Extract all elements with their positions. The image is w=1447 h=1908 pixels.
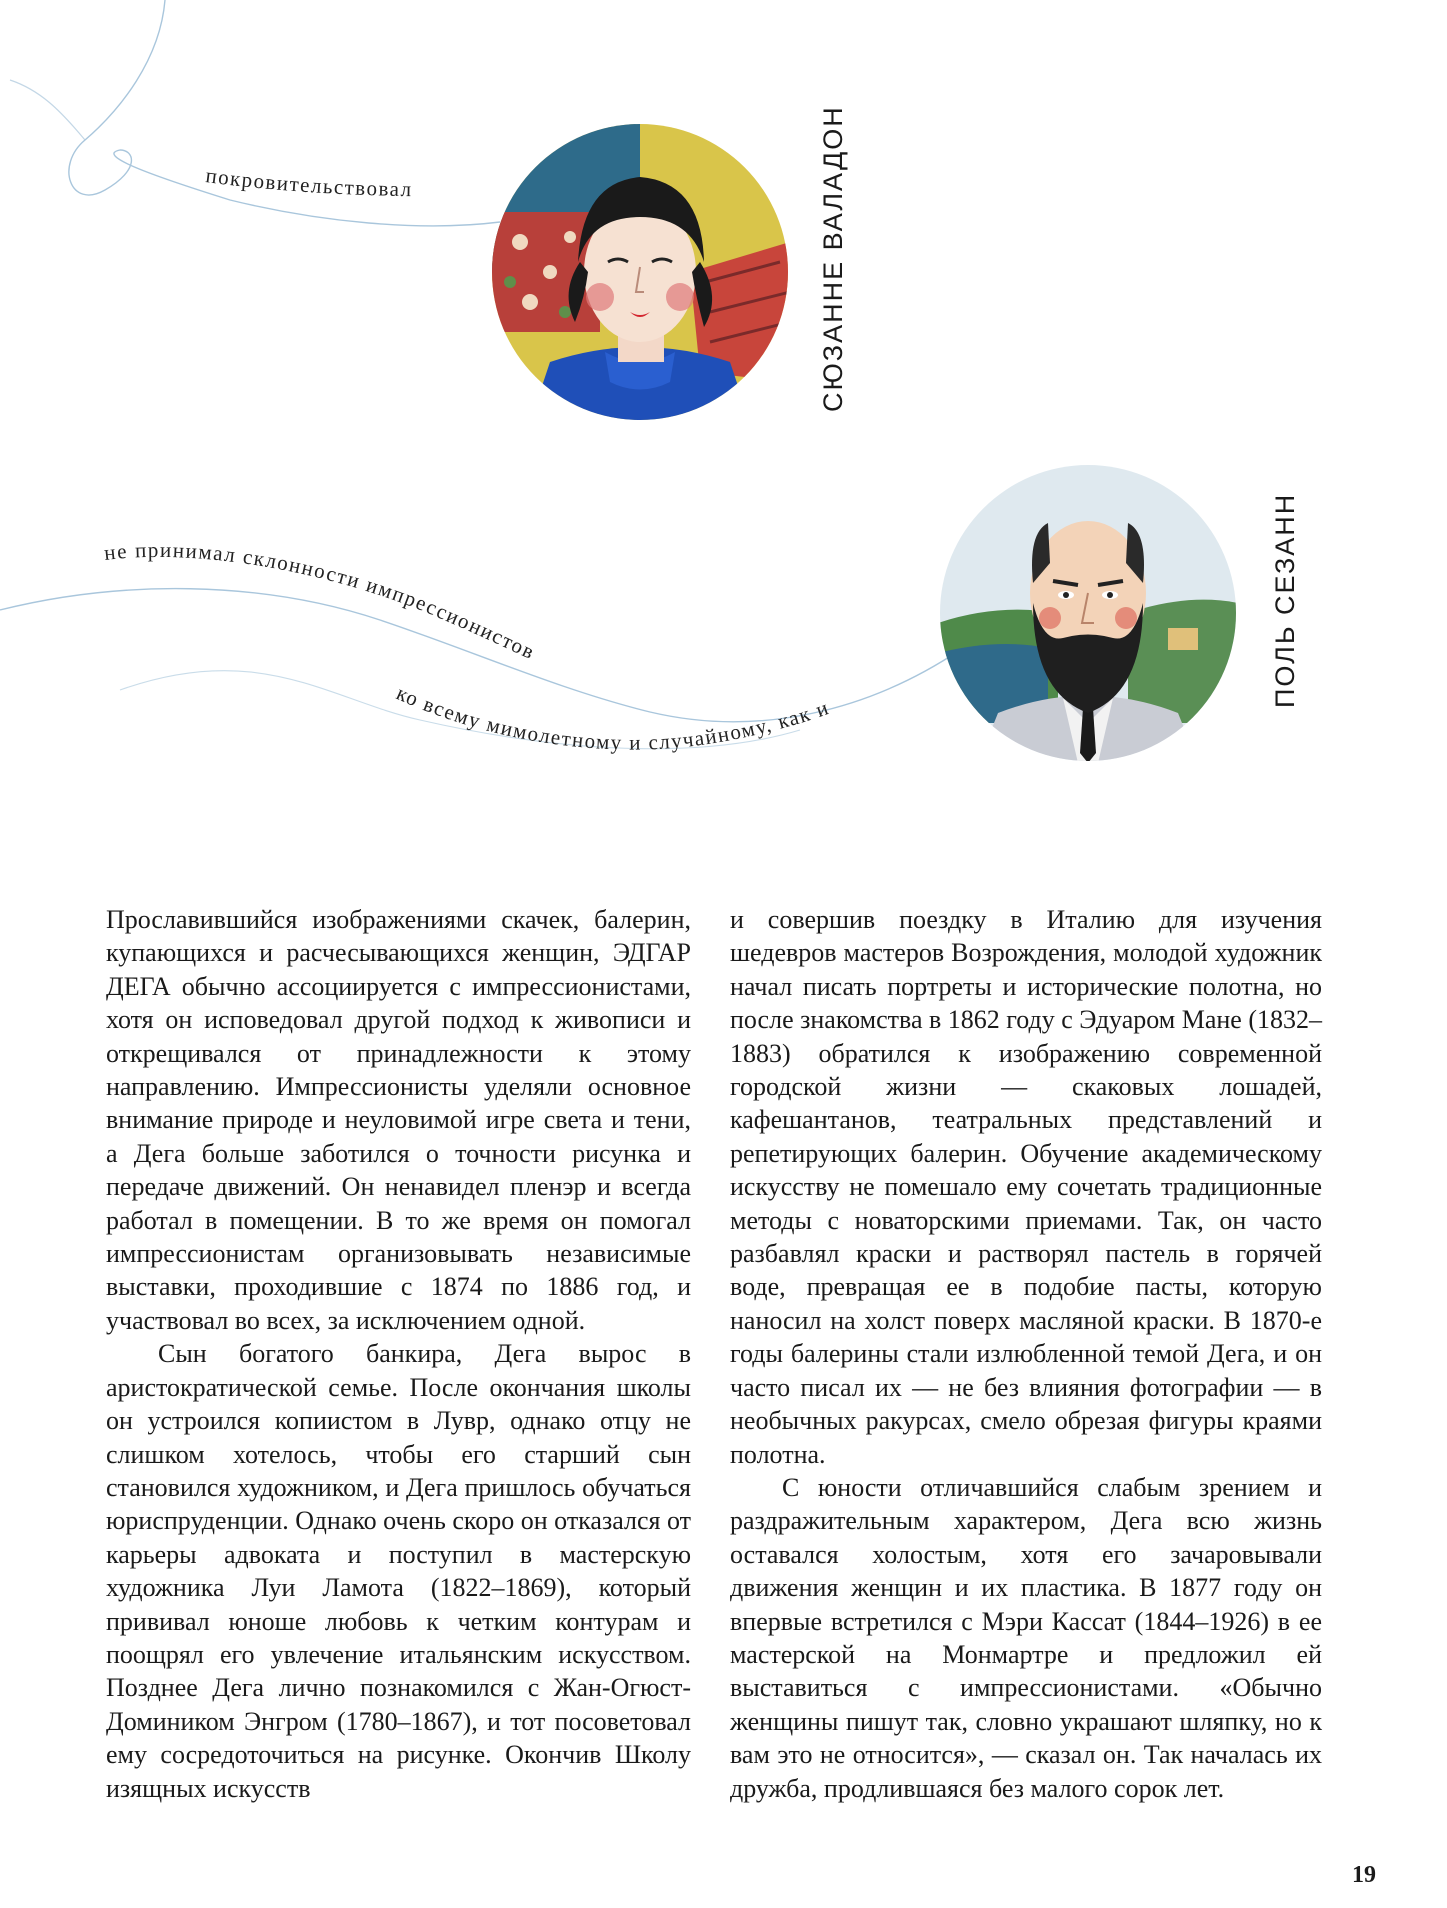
paragraph-3: С юности отличавшийся слабым зрением и раздражительным характером, Дега всю жизнь оставался холостым, хотя его зачаровывали движения женщин и их пластика. В 1877 году он впервые встретился с Мэри Кассат (1844–1926) в ее мастерской на Монмартре и предложил ей выставиться с импрессионистами. «Обычно женщины пишут так, словно украшают шляпку, но к вам это не относится», — сказал он. Так началась их дружба, продлившаяся без малого сорок лет. <box>730 1472 1322 1803</box>
article-left-column <box>106 903 691 1805</box>
paragraph-2-continued: и совершив поездку в Италию для изучения шедевров мастеров Возрождения, молодой художник начал писать портреты и исторические полотна, но после знакомства в 1862 году с Эдуаром Мане (1832–1883) обратился к изображению современной городской жизни — скаковых лошадей, кафешантанов, театральных представлений и репетирующих балерин. Обучение академическому искусству не помешало ему сочетать традиционные методы с новаторскими приемами. Так, он часто разбавлял краски и растворял пастель в горячей воде, превращая ее в подобие пасты, которую наносил на холст поверх масляной краски. В 1870-е годы балерины стали излюбленной темой Дега, и он часто писал их — не без влияния фотографии — в необычных ракурсах, смело обрезая фигуры краями полотна. <box>730 905 1322 1469</box>
relation-label-2b: ко всему мимолетному и случайному, как и <box>392 680 833 755</box>
suzanne-valadon-name: СЮЗАННЕ ВАЛАДОН <box>818 105 848 412</box>
paul-cezanne-portrait <box>938 463 1238 763</box>
article-right-column <box>730 903 1322 1805</box>
relation-label-1: покровительствовал <box>204 163 413 202</box>
relation-label-2a: не принимал склонности импрессионистов <box>102 537 540 665</box>
suzanne-valadon-portrait <box>490 122 790 422</box>
curve-line-top-tail <box>10 80 85 140</box>
paragraph-2: Сын богатого банкира, Дега вырос в аристократической семье. После окончания школы он устроился копиистом в Лувр, однако отцу не слишком хотелось, чтобы его старший сын становился художником, и Дега пришлось обучаться юриспруденции. Однако очень скоро он отказался от карьеры адвоката и поступил в мастерскую художника Луи Ламота (1822–1869), который прививал юноше любовь к четким контурам и поощрял его увлечение итальянским искусством. Позднее Дега лично познакомился с Жан-Огюст-Домиником Энгром (1780–1867), и тот посоветовал ему сосредоточиться на рисунке. Окончив Школу изящных искусств <box>106 1339 691 1803</box>
paragraph-1: Прославившийся изображениями скачек, балерин, купающихся и расчесывающихся женщин, ЭДГАР ДЕГА обычно ассоциируется с импрессионистами, хотя он исповедовал другой подход к живописи и открещивался от принадлежности к этому направлению. Импрессионисты уделяли основное внимание природе и неуловимой игре света и тени, а Дега больше заботился о точности рисунка и передаче движений. Он ненавидел пленэр и всегда работал в помещении. В то же время он помогал импрессионистам организовывать независимые выставки, проходившие с 1874 по 1886 год, и участвовал во всех, за исключением одной. <box>106 905 691 1335</box>
page-number: 19 <box>1352 1862 1376 1888</box>
paul-cezanne-name: ПОЛЬ СЕЗАНН <box>1270 492 1300 708</box>
